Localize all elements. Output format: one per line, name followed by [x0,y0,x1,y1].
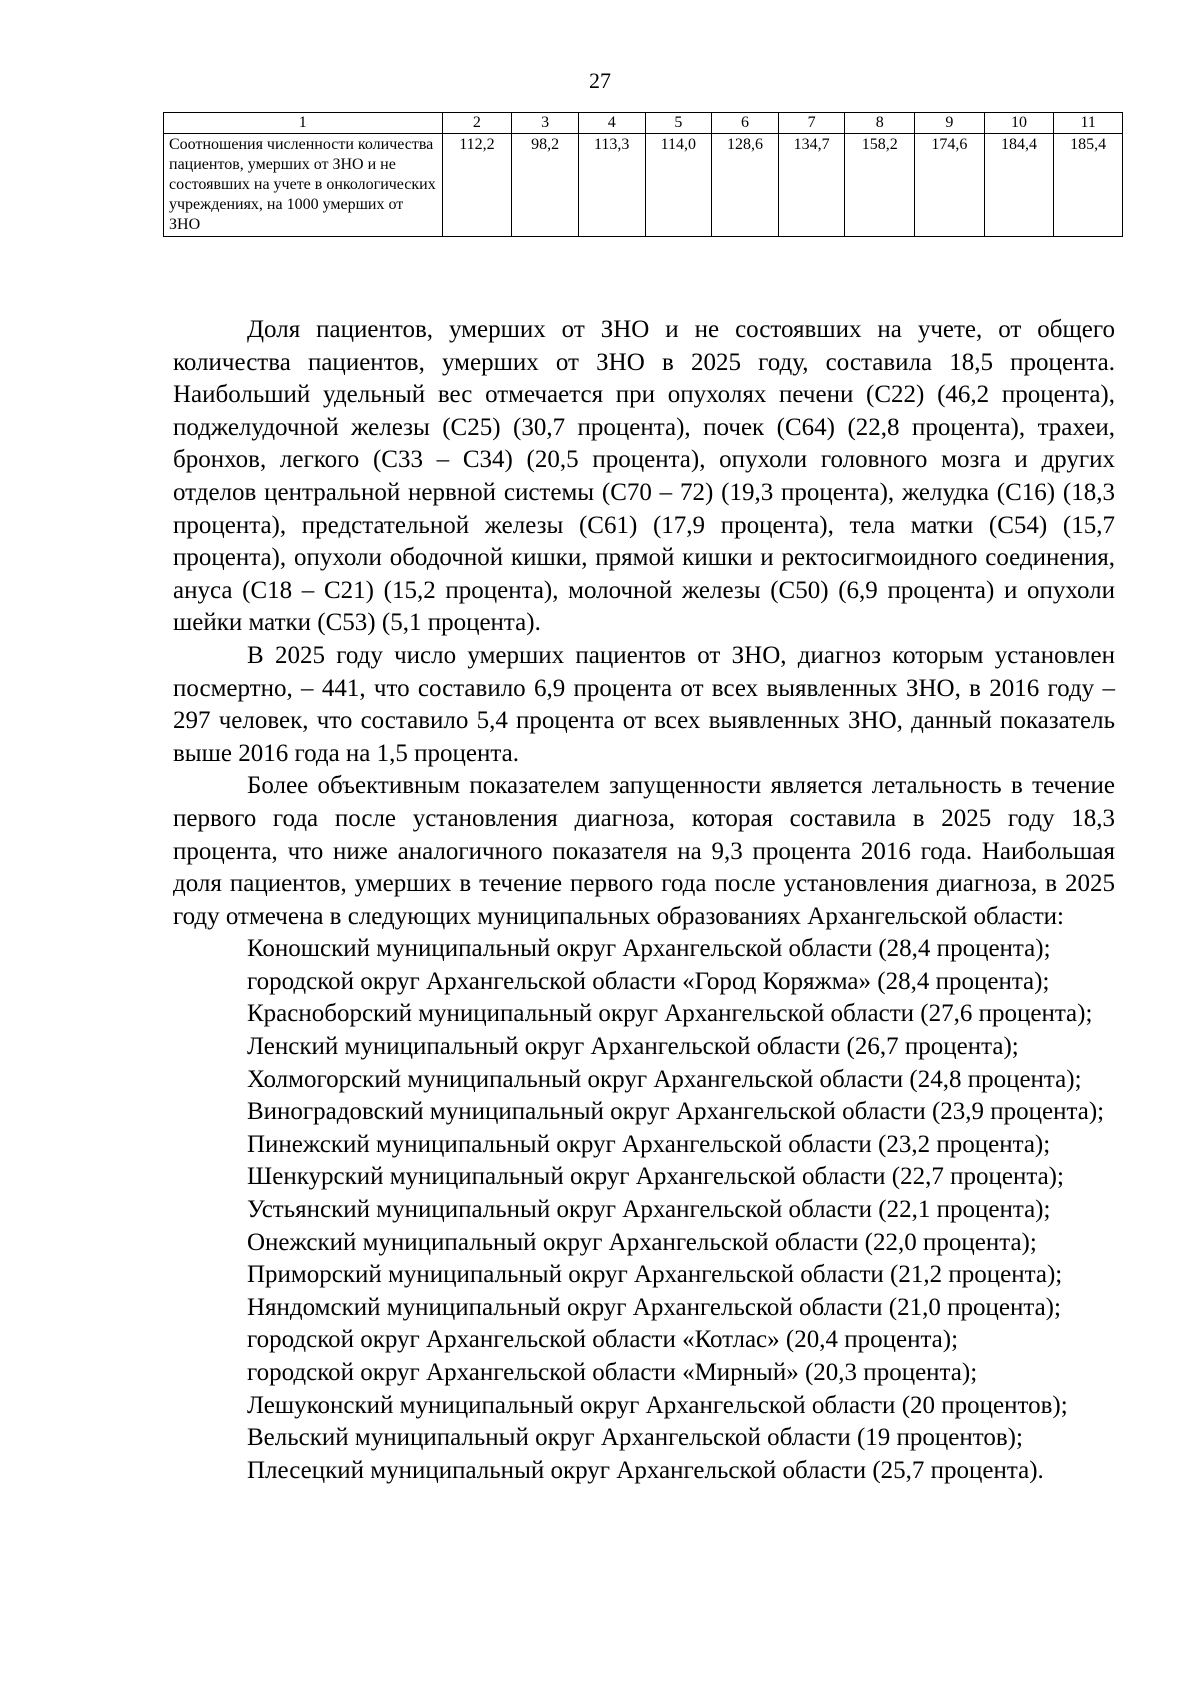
column-number: 3 [512,113,579,134]
table-cell: 174,6 [915,134,985,237]
list-item: Вельский муниципальный округ Архангельской области (19 процентов); [247,1424,1023,1452]
list-item: Коношский муниципальный округ Архангельской области (28,4 процента); [247,935,1051,963]
statistics-table [163,112,1123,237]
list-item: Плесецкий муниципальный округ Архангельской области (25,7 процента). [247,1456,1044,1484]
table-cell: 112,2 [442,134,512,237]
column-number: 4 [578,113,645,134]
table-row [164,134,1123,237]
table-cell: 185,4 [1054,134,1123,237]
list-item: Виноградовский муниципальный округ Архангельской области (23,9 процента); [247,1098,1105,1126]
list-item: Холмогорский муниципальный округ Архангельской области (24,8 процента); [247,1065,1082,1093]
page-number: 27 [589,68,611,93]
paragraph: Более объективным показателем запущенности является летальность в течение первого года после установления диагноза, которая составила в 2025 году 18,3 процента, что ниже аналогичного показателя на 9,3 процента 2016 года. Наибольшая доля пациентов, умерших в течение первого года после установления диагноза, в 2025 году отмечена в следующих муниципальных образованиях Архангельской области: [173,772,1115,930]
table-cell: 114,0 [645,134,712,237]
list-item: Ленский муниципальный округ Архангельской области (26,7 процента); [247,1033,1019,1061]
table-cell: 158,2 [845,134,915,237]
list-item: Устьянский муниципальный округ Архангельской области (22,1 процента); [247,1196,1051,1224]
list-item: Красноборский муниципальный округ Архангельской области (27,6 процента); [247,1000,1093,1028]
paragraph: Доля пациентов, умерших от ЗНО и не состоявших на учете, от общего количества пациентов, умерших от ЗНО в 2025 году, составила 18,5 процента. Наибольший удельный вес отмечается при опухолях печени (С22) (46,2 процента), поджелудочной железы (С25) (30,7 процента), почек (С64) (22,8 процента), трахеи, бронхов, легкого (С33 – С34) (20,5 процента), опухоли головного мозга и других отделов центральной нервной системы (С70 – 72) (19,3 процента), желудка (С16) (18,3 процента), предстательной железы (С61) (17,9 процента), тела матки (С54) (15,7 процента), опухоли ободочной кишки, прямой кишки и ректосигмоидного соединения, ануса (С18 – С21) (15,2 процента), молочной железы (С50) (6,9 процента) и опухоли шейки матки (С53) (5,1 процента). [173,316,1115,637]
column-number: 5 [645,113,712,134]
table-cell: 134,7 [778,134,845,237]
list-item: Пинежский муниципальный округ Архангельской области (23,2 процента); [247,1130,1051,1158]
table-cell: 128,6 [712,134,779,237]
list-item: городской округ Архангельской области «Мирный» (20,3 процента); [247,1359,978,1386]
column-number: 7 [778,113,845,134]
paragraph: В 2025 году число умерших пациентов от ЗНО, диагноз которым установлен посмертно, – 441, что составило 6,9 процента от всех выявленных ЗНО, в 2016 году – 297 человек, что составило 5,4 процента от всех выявленных ЗНО, данный показатель выше 2016 года на 1,5 процента. [173,641,1115,767]
column-number: 9 [915,113,985,134]
column-number: 1 [164,113,443,134]
list-item: Приморский муниципальный округ Архангельской области (21,2 процента); [247,1261,1063,1289]
column-number: 6 [712,113,779,134]
table-header-row [164,113,1123,134]
table-cell: 98,2 [512,134,579,237]
body-text [173,314,1115,1487]
list-item: городской округ Архангельской области «Город Коряжма» (28,4 процента); [247,967,1050,995]
column-number: 8 [845,113,915,134]
row-label: Соотношения численности количества пациентов, умерших от ЗНО и не состоявших на учете в онкологических учреждениях, на 1000 умерших от ЗНО [164,134,443,237]
table-cell: 184,4 [984,134,1054,237]
column-number: 10 [984,113,1054,134]
table-cell: 113,3 [578,134,645,237]
list-item: Шенкурский муниципальный округ Архангельской области (22,7 процента); [247,1163,1064,1191]
list-item: Онежский муниципальный округ Архангельской области (22,0 процента); [247,1228,1037,1256]
list-item: Лешуконский муниципальный округ Архангельской области (20 процентов); [247,1391,1068,1419]
list-item: городской округ Архангельской области «Котлас» (20,4 процента); [247,1326,959,1354]
column-number: 11 [1054,113,1123,134]
list-item: Няндомский муниципальный округ Архангельской области (21,0 процента); [247,1293,1061,1321]
municipality-list [173,933,1115,1487]
column-number: 2 [442,113,512,134]
